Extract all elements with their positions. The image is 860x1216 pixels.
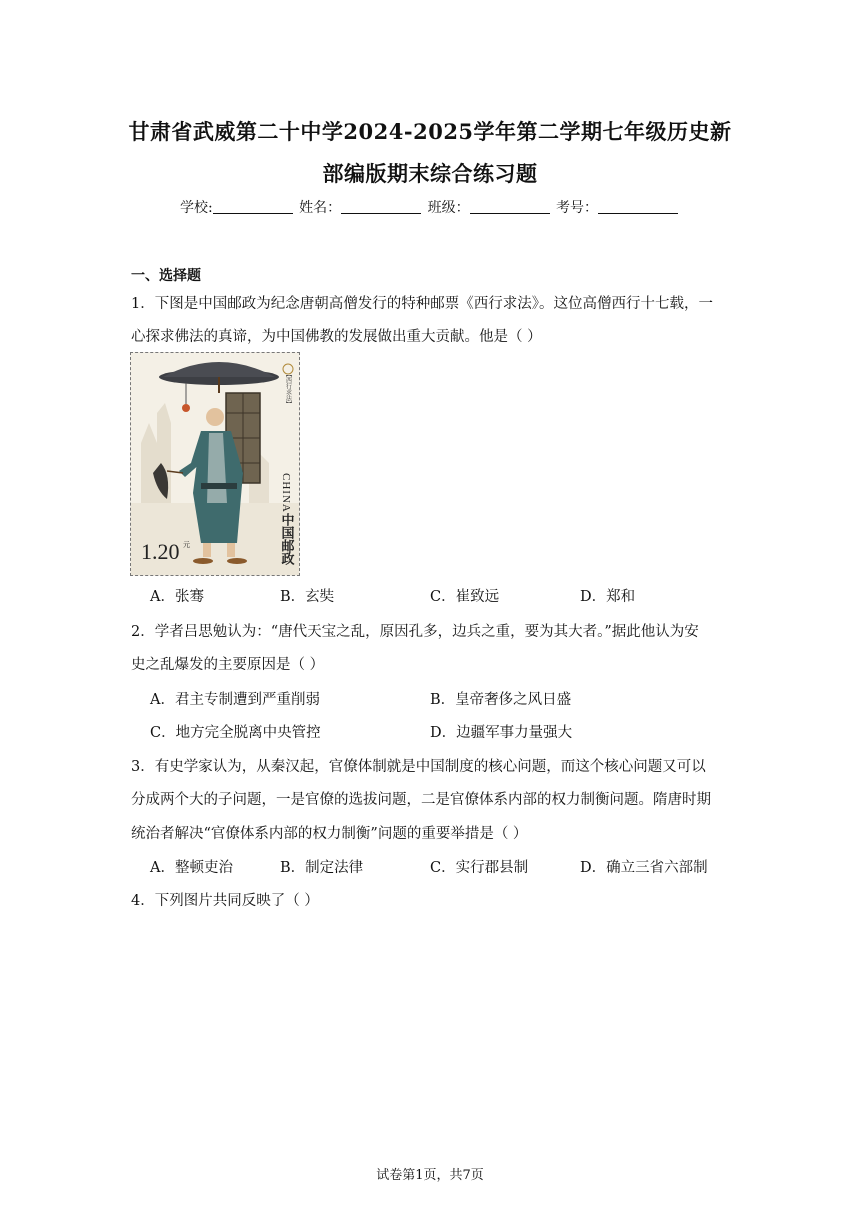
class-blank[interactable]	[470, 199, 550, 214]
q2-option-c[interactable]: C．地方完全脱离中央管控	[150, 725, 321, 741]
number-label: 考号：	[556, 200, 599, 216]
q3-option-a[interactable]: A．整顿吏治	[150, 860, 233, 876]
q1-line2: 心探求佛法的真谛，为中国佛教的发展做出重大贡献。他是（ ）	[131, 329, 542, 345]
monk-stamp-illustration	[131, 353, 299, 575]
name-label: 姓名：	[299, 200, 342, 216]
stamp-face-value: 1.20	[141, 539, 180, 564]
name-blank[interactable]	[341, 199, 421, 214]
exam-title-line2: 部编版期末综合练习题	[322, 161, 538, 186]
number-blank[interactable]	[598, 199, 678, 214]
q4-line1: 4．下列图片共同反映了（ ）	[131, 893, 319, 909]
stamp-image	[130, 352, 300, 576]
q3-option-b[interactable]: B．制定法律	[280, 860, 364, 876]
stamp-country: CHINA	[280, 473, 292, 513]
q1-line1: 1．下图是中国邮政为纪念唐朝高僧发行的特种邮票《西行求法》。这位高僧西行十七载，一	[131, 296, 713, 312]
class-label: 班级：	[427, 200, 470, 216]
q3-line1: 3．有史学家认为，从秦汉起，官僚体制就是中国制度的核心问题，而这个核心问题又可以	[131, 759, 706, 775]
student-info-row	[0, 197, 860, 217]
page-footer: 试卷第1页，共7页	[376, 1168, 484, 1183]
stamp-series-label: 【西行求法】	[284, 371, 292, 407]
q3-line3: 统治者解决“官僚体系内部的权力制衡”问题的重要举措是（ ）	[131, 826, 528, 842]
q3-line2: 分成两个大的子问题，一是官僚的选拔问题，二是官僚体系内部的权力制衡问题。隋唐时期	[131, 792, 711, 808]
q1-option-c[interactable]: C．崔致远	[430, 589, 500, 605]
q2-line1: 2．学者吕思勉认为：“唐代天宝之乱，原因孔多，边兵之重，要为其大者。”据此他认为安	[131, 624, 699, 640]
school-blank[interactable]	[213, 199, 293, 214]
q2-line2: 史之乱爆发的主要原因是（ ）	[131, 657, 325, 673]
q2-option-d[interactable]: D．边疆军事力量强大	[430, 725, 573, 741]
q1-option-a[interactable]: A．张骞	[150, 589, 204, 605]
exam-title-line1: 甘肃省武威第二十中学2024-2025学年第二学期七年级历史新	[128, 119, 732, 144]
stamp-face-unit: 元	[183, 541, 190, 549]
q1-option-b[interactable]: B．玄奘	[280, 589, 335, 605]
q1-option-d[interactable]: D．郑和	[580, 589, 636, 605]
q3-option-d[interactable]: D．确立三省六部制	[580, 860, 708, 876]
q2-option-b[interactable]: B．皇帝奢侈之风日盛	[430, 692, 572, 708]
section-heading: 一、选择题	[131, 268, 201, 284]
q2-option-a[interactable]: A．君主专制遭到严重削弱	[150, 692, 320, 708]
q3-option-c[interactable]: C．实行郡县制	[430, 860, 529, 876]
school-label: 学校:	[179, 200, 213, 216]
stamp-post-label: 中国邮政	[278, 513, 294, 565]
